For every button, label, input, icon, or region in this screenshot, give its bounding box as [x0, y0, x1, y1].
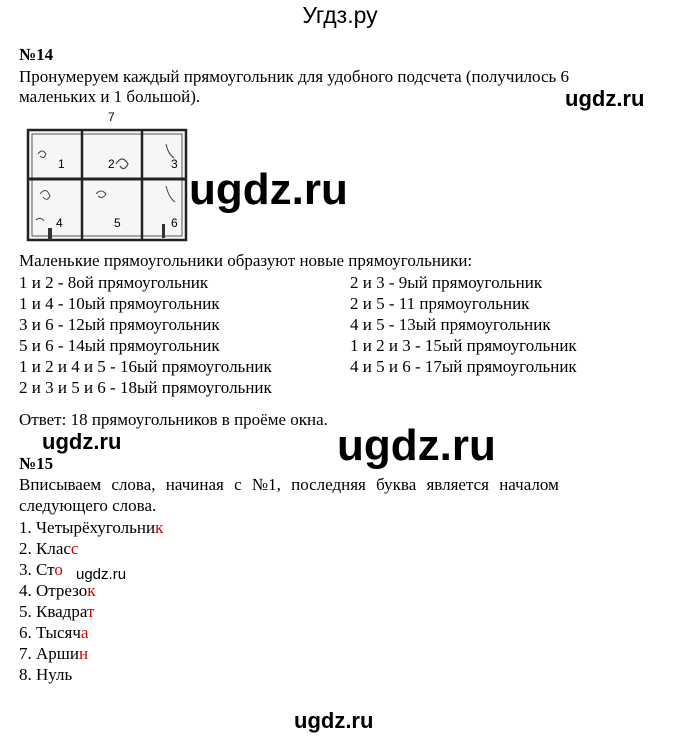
combo-left-item: 1 и 4 - 10ый прямоугольник: [19, 294, 220, 313]
word-item: 3. Сто: [19, 560, 63, 579]
combo-right-item: 2 и 5 - 11 прямоугольник: [350, 294, 530, 313]
watermark: ugdz.ru: [76, 566, 127, 583]
task14-intro-line2: маленьких и 1 большой).: [19, 87, 201, 106]
task15-heading: №15: [19, 454, 54, 473]
figure-label-6: 6: [171, 216, 178, 230]
combo-right-item: 2 и 3 - 9ый прямоугольник: [350, 273, 543, 292]
figure-label-4: 4: [56, 216, 63, 230]
figure-label-1: 1: [58, 157, 65, 171]
task15-intro-line1: Вписываем слова, начиная с №1, последняя буква является началом: [19, 475, 559, 494]
watermark: ugdz.ru: [42, 429, 122, 454]
task14-answer: Ответ: 18 прямоугольников в проёме окна.: [19, 410, 328, 429]
combo-left-item: 3 и 6 - 12ый прямоугольник: [19, 315, 220, 334]
word-item: 1. Четырёхугольник: [19, 518, 164, 537]
task14-combo-intro: Маленькие прямоугольники образуют новые прямоугольники:: [19, 251, 473, 270]
figure-label-2: 2: [108, 157, 115, 171]
word-item: 5. Квадрат: [19, 602, 95, 621]
window-figure: [26, 110, 194, 253]
task14-heading: №14: [19, 45, 54, 64]
watermark: ugdz.ru: [294, 708, 374, 733]
combo-right-item: 1 и 2 и 3 - 15ый прямоугольник: [350, 336, 577, 355]
combo-left-item: 1 и 2 - 8ой прямоугольник: [19, 273, 209, 292]
figure-label-3: 3: [171, 157, 178, 171]
watermark: ugdz.ru: [337, 421, 496, 470]
word-item: 4. Отрезок: [19, 581, 96, 600]
window-diagram: [26, 110, 194, 248]
combo-left-item: 2 и 3 и 5 и 6 - 18ый прямоугольник: [19, 378, 272, 397]
word-item: 7. Аршин: [19, 644, 89, 663]
task14-intro-line1: Пронумеруем каждый прямоугольник для удобного подсчета (получилось 6: [19, 67, 570, 86]
watermark: ugdz.ru: [189, 165, 348, 214]
combo-left-item: 1 и 2 и 4 и 5 - 16ый прямоугольник: [19, 357, 272, 376]
site-title: Угдз.ру: [302, 2, 378, 28]
figure-label-7: 7: [108, 110, 115, 124]
watermark: ugdz.ru: [565, 86, 645, 111]
combo-left-item: 5 и 6 - 14ый прямоугольник: [19, 336, 220, 355]
word-item: 2. Класс: [19, 539, 79, 558]
task15-intro-line2: следующего слова.: [19, 496, 157, 515]
combo-right-item: 4 и 5 - 13ый прямоугольник: [350, 315, 551, 334]
word-item: 8. Нуль: [19, 665, 73, 684]
figure-label-5: 5: [114, 216, 121, 230]
word-item: 6. Тысяча: [19, 623, 89, 642]
combo-right-item: 4 и 5 и 6 - 17ый прямоугольник: [350, 357, 577, 376]
